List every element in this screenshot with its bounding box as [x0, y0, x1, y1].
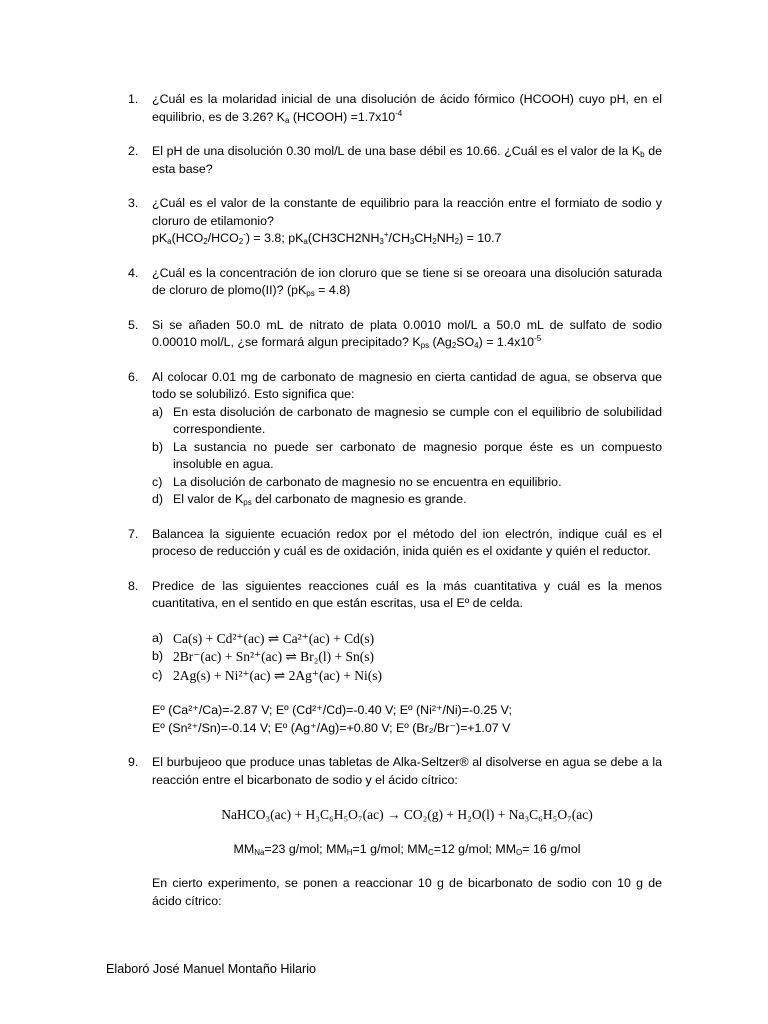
pk-text: NH [436, 231, 455, 245]
option-text: La disolución de carbonato de magnesio no se encuentra en equilibrio. [173, 474, 562, 489]
subscript: Na [254, 847, 265, 857]
question-text-cont: de esta base? [152, 144, 662, 176]
option-text-cont: del carbonato de magnesio es grande. [251, 492, 467, 506]
question-number: 4. [128, 265, 139, 280]
mm-label: MM [326, 841, 347, 856]
option-letter: a) [152, 404, 164, 419]
question-1 [128, 91, 662, 126]
subscript: O [516, 847, 523, 857]
subscript: ps [420, 341, 430, 350]
pk-text: /HCO [207, 231, 239, 245]
question-number: 9. [128, 755, 139, 769]
question-list [128, 91, 662, 927]
question-text: Si se añaden 50.0 mL de nitrato de plata 0.0010 mol/L a 50.0 mL de sulfato de sodio 0.00010 mol/L, ¿se formará algun precipitado? K [152, 317, 662, 349]
spacer [152, 685, 662, 702]
question-text: El pH de una disolución 0.30 mol/L de una base débil es 10.66. ¿Cuál es el valor de la K [152, 144, 641, 158]
option-a [152, 404, 662, 439]
pk-text: (CH3CH2NH [307, 231, 380, 245]
question-number: 8. [128, 578, 139, 593]
reduction-potentials-1: Eº (Ca²⁺/Ca)=-2.87 V; Eº (Cd²⁺/Cd)=-0.40 V; Eº (Ni²⁺/Ni)=-0.25 V; [152, 703, 512, 717]
option-letter: c) [152, 474, 163, 489]
question-2 [128, 143, 662, 178]
mm-value: =23 g/mol; [264, 841, 327, 856]
subscript: 4 [474, 341, 479, 350]
question-text: ¿Cuál es la concentración de ion cloruro que se tiene si se oreoara una disolución saturada de cloruro de plomo(II)? (pK [152, 265, 662, 297]
option-text: La sustancia no puede ser carbonato de magnesio porque éste es un compuesto insoluble en agua. [173, 439, 662, 471]
subscript: b [640, 150, 645, 159]
reaction-c [152, 667, 662, 686]
mm-label: MM [407, 841, 428, 856]
reaction-list [152, 630, 662, 686]
mm-value: = 16 g/mol [522, 841, 581, 856]
reaction-equation: NaHCO₃(ac) + H₃C₆H₅O₇(ac) → CO₂(g) + H₂O(l) + Na₃C₆H₅O₇(ac) [221, 807, 593, 822]
question-text-cont: (HCOOH) =1.7x10 [289, 109, 396, 124]
spacer [152, 858, 662, 875]
pk-text: CH [414, 231, 433, 245]
question-6 [128, 369, 662, 509]
question-text: Al colocar 0.01 mg de carbonato de magnesio en cierta cantidad de agua, se observa que todo se solubilizó. Esto significa que: [152, 369, 662, 401]
option-letter: d) [152, 492, 164, 506]
question-text: Balancea la siguiente ecuación redox por el método del ion electrón, indique cuál es el proceso de reducción y cuál es de oxidación, inida quién es el oxidante y quién el reductor. [152, 526, 662, 558]
spacer [152, 789, 662, 806]
reaction-letter: c) [152, 667, 163, 682]
superscript: + [383, 230, 389, 239]
subscript: 3 [379, 237, 384, 246]
spacer [152, 824, 662, 841]
mm-value: =12 g/mol; [433, 841, 496, 856]
exponent: -5 [534, 334, 542, 343]
experiment-text: En cierto experimento, se ponen a reaccionar 10 g de bicarbonato de sodio con 10 g de ácido cítrico: [152, 876, 662, 908]
mm-value: =1 g/mol; [352, 841, 408, 856]
question-text: Predice de las siguientes reacciones cuál es la más cuantitativa y cuál es la menos cuantitativa, en el sentido en que están escritas, usa el Eº de celda. [152, 578, 662, 610]
subscript: 2 [451, 341, 457, 350]
option-text: El valor de K [173, 492, 244, 506]
subscript: 2 [238, 237, 244, 246]
subscript: 2 [454, 237, 460, 246]
question-number: 7. [128, 526, 139, 541]
subscript: a [167, 237, 172, 246]
question-text-cont: (Ag [429, 335, 452, 349]
mm-label: MM [495, 841, 517, 856]
question-text-cont: = 4.8) [314, 283, 351, 297]
question-number: 3. [128, 196, 139, 210]
superscript: - [243, 230, 246, 239]
question-7 [128, 526, 662, 561]
molar-masses [152, 841, 662, 859]
reaction-equation: 2Ag(s) + Ni²⁺(ac) ⇌ 2Ag⁺(ac) + Ni(s) [173, 667, 383, 683]
reaction-b [152, 648, 662, 667]
subscript: a [303, 237, 308, 246]
subscript: 3 [409, 237, 415, 246]
pk-text: /CH [388, 231, 410, 245]
subscript: ps [243, 498, 252, 507]
question-8 [128, 578, 662, 738]
subscript: C [427, 847, 434, 857]
option-d [152, 491, 662, 509]
pk-values-line [152, 230, 662, 248]
mm-label: MM [233, 841, 255, 856]
question-text: ¿Cuál es la molaridad inicial de una disolución de ácido fórmico (HCOOH) cuyo pH, en el equilibrio, es de 3.26? K [152, 92, 662, 124]
pk-text: pK [152, 231, 168, 245]
question-text-cont: SO [456, 335, 475, 349]
pk-text: (HCO [171, 231, 204, 245]
option-b [152, 439, 662, 474]
subscript: H [346, 847, 353, 857]
question-number: 1. [128, 92, 139, 106]
subscript: 2 [203, 237, 208, 246]
question-5 [128, 317, 662, 352]
reaction-equation: 2Br⁻(ac) + Sn²⁺(ac) ⇌ Br₂(l) + Sn(s) [173, 649, 374, 664]
question-number: 6. [128, 369, 139, 384]
pk-text: ) = 10.7 [459, 231, 502, 245]
subscript: 2 [432, 237, 437, 246]
spacer [152, 613, 662, 630]
question-text-cont: ) = 1.4x10 [478, 335, 535, 349]
reaction-letter: b) [152, 649, 164, 663]
reduction-potentials-2: Eº (Sn²⁺/Sn)=-0.14 V; Eº (Ag⁺/Ag)=+0.80 V; Eº (Br₂/Br⁻)=+1.07 V [152, 720, 511, 735]
question-text: El burbujeoo que produce unas tabletas de Alka-Seltzer® al disolverse en agua se debe a la reacción entre el bicarbonato de sodio y el ácido cítrico: [152, 755, 662, 787]
option-text: En esta disolución de carbonato de magnesio se cumple con el equilibrio de solubilidad correspondiente. [173, 404, 662, 436]
question-number: 2. [128, 144, 139, 158]
question-9 [128, 754, 662, 910]
subscript: ps [306, 289, 315, 298]
question-text: ¿Cuál es el valor de la constante de equilibrio para la reacción entre el formiato de sodio y cloruro de etilamonio? [152, 196, 662, 228]
option-list [152, 404, 662, 509]
question-3 [128, 195, 662, 248]
option-letter: b) [152, 439, 164, 454]
pk-text: ) = 3.8; pK [245, 231, 304, 245]
question-4 [128, 265, 662, 300]
author-footer: Elaboró José Manuel Montaño Hilario [106, 962, 317, 976]
question-number: 5. [128, 317, 139, 332]
option-c [152, 474, 662, 492]
reaction-letter: a) [152, 630, 164, 645]
reaction-equation: Ca(s) + Cd²⁺(ac) ⇌ Ca²⁺(ac) + Cd(s) [173, 630, 375, 646]
exponent: -4 [395, 108, 403, 118]
subscript: a [284, 115, 290, 125]
reaction-a [152, 630, 662, 649]
